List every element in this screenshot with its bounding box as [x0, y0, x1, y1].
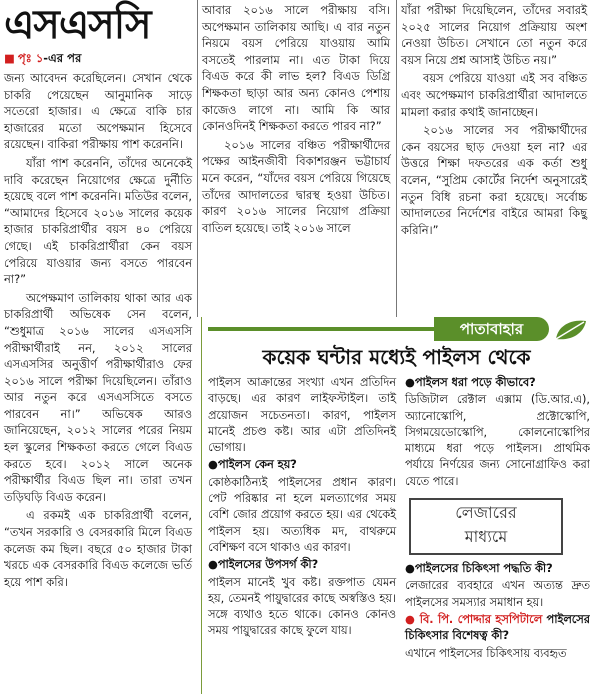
continued-suffix: -এর পর: [43, 51, 82, 65]
article-paragraph: ২০১৬ সালের বঞ্চিত পরীক্ষার্থীদের পক্ষের আইনজীবী বিকাশরঞ্জন ভট্টাচার্য মনে করেন, “যাঁদের বয়স পেরিয়ে গিয়েছে তাঁদের আদালতের দ্বারস্থ হওয়া উচিত। কারণ ২০১৬ সালের নিয়োগ প্রক্রিয়া বাতিল হয়েছে। তাই ২০১৬ সালে: [202, 137, 390, 235]
advertorial-paragraph: পাইলস আক্রান্তের সংখ্যা এখন প্রতিদিন বাড়ছে। এর কারণ লাইফস্টাইল। তাই প্রয়োজন সচেতনতা। কারণ, পাইলস মানেই প্রচণ্ড কষ্ট। আর এটা প্রতিদিনই ভোগায়।: [208, 376, 396, 455]
question-heading: ●পাইলস কেন হয়?: [208, 458, 297, 472]
article-paragraph: আবার ২০১৬ সালে পরীক্ষায় বসি। অপেক্ষমান তালিকায় আছি। এ বার নতুন নিয়মে বয়স পেরিয়ে যাওয়ায় আমি বসতেই পারলাম না। এত টাকা দিয়ে বিএড করে কী লাভ হল? বিএড ডিগ্রি শিক্ষকতা ছাড়া আর অন্য কোনও পেশায় কাজেও লাগে না। আমি কি আর কোনওদিনই শিক্ষকতা করতে পারব না?”: [202, 3, 390, 134]
red-bullet-icon: ●: [405, 612, 416, 626]
article-column-1: [4, 70, 192, 592]
hospital-name: বি. পি. পোদ্দার হসপিটালে: [419, 612, 543, 626]
advertorial-column-left: [208, 375, 396, 641]
section-tag: পাতাবাহার: [434, 317, 549, 341]
green-rule: [208, 327, 444, 331]
advertorial-paragraph: লেজারের ব্যবহারে এখন অত্যন্ত দ্রুত পাইলসের সমস্যার সমাধান হয়।: [405, 579, 590, 609]
box-header-band: [202, 317, 590, 341]
question-heading: ●পাইলস ধরা পড়ে কীভাবে?: [405, 376, 536, 389]
article-column-3: [401, 2, 587, 240]
laser-callout-line: লেজারের: [455, 503, 517, 523]
laser-callout: [409, 498, 563, 555]
question-heading: ●পাইলসের চিকিৎসা পদ্ধতি কী?: [405, 562, 553, 576]
article-paragraph: এ রকমই এক চাকরিপ্রার্থী বলেন, “তখন সরকারি ও বেসরকারি মিলে বিএড কলেজ কম ছিল। বছরে ৫০ হাজার টাকা খরচে এক বেসরকারি বিএড কলেজে ভর্তি হয়ে পাশ করি।: [4, 508, 192, 589]
advertorial-paragraph: পাইলস মানেই খুব কষ্ট। রক্তপাত যেমন হয়, তেমনই পায়ুদ্বারের কাছে অস্বস্তিও হয়। সঙ্গে ব্যথাও হতে থাকে। কোনও কোনও সময় পায়ুদ্বারের কাছে ফুলে যায়।: [208, 575, 396, 638]
article-paragraph: জন্য আবেদন করেছিলেন। সেখান থেকে চাকরি পেয়েছেন আনুমানিক সাড়ে সতেরো হাজার। এ ক্ষেত্রে বাকি চার হাজারের মতো অপেক্ষমান হিসেবে রয়েছেন। বাকিরা পরীক্ষায় পাশ করেননি।: [4, 71, 192, 152]
advertorial-box: [201, 317, 590, 694]
article-paragraph: ২০১৬ সালের সব পরীক্ষার্থীদের কেন বয়সের ছাড় দেওয়া হল না? এর উত্তরে শিক্ষা দফতরের এক কর্তা শুধু বলেন, “সুপ্রিম কোর্টের নির্দেশ অনুসারেই নতুন বিধি রচনা করা হয়েছে। সর্বোচ্চ আদালতের নির্দেশের বাইরে আমরা কিছু করিনি।”: [401, 123, 587, 237]
square-bullet-icon: ■: [4, 51, 15, 65]
column-divider: [396, 0, 397, 317]
article-paragraph: যাঁরা পাশ করেননি, তাঁদের অনেকেই দাবি করেছেন নিয়োগের ক্ষেত্রে দুর্নীতি হয়েছে বলে পাশ করেননি। মতিউর বলেন, “আমাদের হিসেবে ২০১৬ সালের কয়েক হাজার চাকরিপ্রার্থীর বয়স ৪০ পেরিয়ে গেছে। এই চাকরিপ্রার্থীরা কেন বয়স পেরিয়ে যাওয়ার জন্য বসতে পারবেন না?”: [4, 155, 192, 287]
leaf-icon: [554, 319, 588, 341]
question-text: পাইলসের চিকিৎসার বিশেষত্ব কী?: [405, 612, 590, 643]
section-masthead: এসএসসি: [4, 2, 151, 48]
laser-callout-line: মাধ্যমে: [464, 527, 508, 547]
article-paragraph: যাঁরা পরীক্ষা দিয়েছিলেন, তাঁদের সবারই ২০২৫ সালের নিয়োগ প্রক্রিয়ায় অংশ নেওয়া উচিত। সেখানে তো নতুন করে বয়স নিয়ে প্রশ্ন আসাই উচিত নয়।”: [401, 3, 587, 67]
column-divider: [197, 0, 198, 317]
question-heading: ●পাইলসের উপসর্গ কী?: [208, 558, 319, 572]
advertorial-paragraph: কোষ্ঠকাঠিন্যই পাইলসের প্রধান কারণ। পেট পরিষ্কার না হলে মলত্যাগের সময় বেশি জোর প্রয়োগ করতে হয়। এর থেকেই পাইলস হয়। অত্যধিক মদ, বাথরুমে বেশিক্ষণ বসে থাকাও এর কারণ।: [208, 475, 396, 554]
article-paragraph: অপেক্ষমাণ তালিকায় থাকা আর এক চাকরিপ্রার্থী অভিষেক সেন বলেন, “শুধুমাত্র ২০১৬ সালের এসএসসি পরীক্ষার্থীরাই নন, ২০১২ সালের এসএসসির অনুত্তীর্ণ পরীক্ষার্থীরাও ফের ২০১৬ সালে পরীক্ষা দিয়েছিলেন। তাঁরাও আর নতুন করে এসএসসিতে বসতে পারবেন না।” অভিষেক আরও জানিয়েছেন, ২০১২ সালের পরের নিয়ম হল স্কুলের শিক্ষকতা করতে গেলে বিএড করতে হবে। ২০১২ সালে অনেক পরীক্ষার্থীর বিএড ছিল না। তারা তখন তড়িঘড়ি বিএড করেন।: [4, 290, 192, 504]
advertorial-column-right: [405, 375, 590, 663]
page-reference: পৃঃ ১: [17, 51, 44, 65]
advertorial-headline: কয়েক ঘন্টার মধ্যেই পাইলস থেকে: [262, 345, 531, 369]
article-column-2: [202, 2, 390, 238]
continued-from-page: [4, 50, 81, 69]
advertorial-paragraph: ডিজিটাল রেক্টাল এক্সাম (ডি.আর.এ), অ্যানোস্কোপি, প্রক্টোস্কোপি, সিগময়েডোস্কোপি, কোলনোস্কোপির মাধ্যমে ধরা পড়ে পাইলস। প্রাথমিক পর্যায়ে নির্ণয়ের জন্য সোনোগ্রাফিও করা যেতে পারে।: [405, 393, 590, 488]
question-heading: [405, 612, 590, 645]
article-paragraph: বয়স পেরিয়ে যাওয়া এই সব বঞ্চিত এবং অপেক্ষমাণ চাকরিপ্রার্থীরা আদালতে মামলা করার কথাই জানাচ্ছেন।: [401, 71, 587, 119]
advertorial-paragraph: এখানে পাইলসের চিকিৎসায় ব্যবহৃত: [405, 646, 567, 660]
